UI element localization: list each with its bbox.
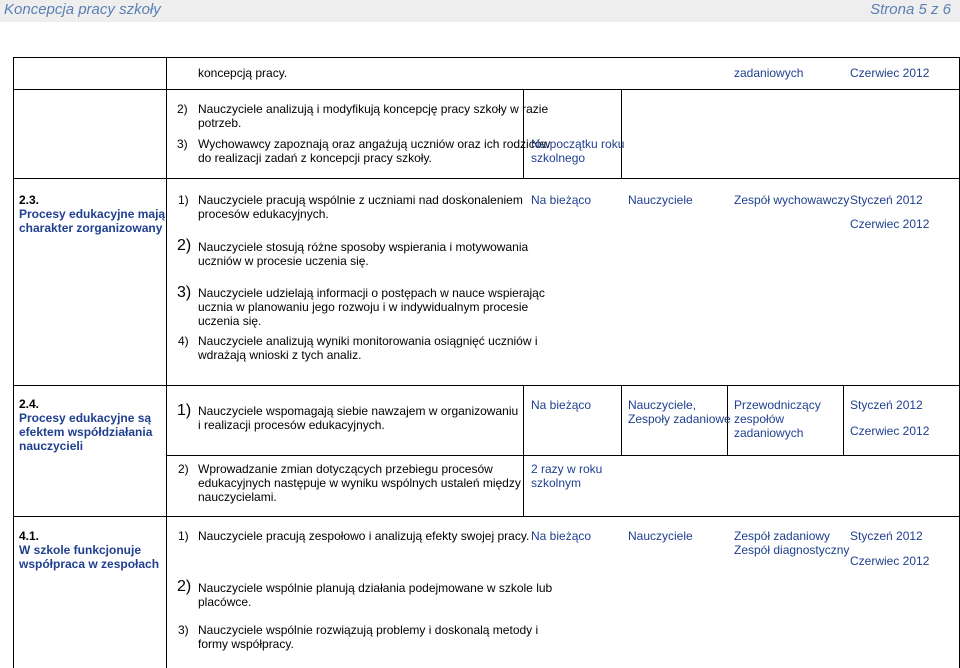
column-divider-3 [621,89,622,178]
row-id: 2.3. [19,193,40,207]
item-number: 3) [177,284,192,301]
activity-text: Wprowadzanie zmian dotyczących przebiegu procesów [198,462,493,476]
row-divider [13,178,959,179]
row-title: Procesy edukacyjne są [19,411,152,425]
table-border-top [13,57,959,58]
date-text: Czerwiec 2012 [850,554,930,568]
timing-text: szkolnym [531,476,582,490]
item-number: 2) [177,578,192,595]
sub-row-divider [166,455,959,456]
timing-text: Na bieżąco [531,529,592,543]
date-text: Styczeń 2012 [850,193,923,207]
item-number: 3) [178,623,189,637]
activity-text: placówce. [198,595,252,609]
row-id: 2.4. [19,397,40,411]
timing-text: 2 razy w roku [531,462,603,476]
item-number: 2) [177,102,188,116]
activity-text: formy współpracy. [198,637,294,651]
responsible-text: Zespół diagnostyczny [734,543,850,557]
item-number: 3) [177,137,188,151]
row0-responsible: zadaniowych [734,66,804,80]
timing-text: szkolnego [531,151,586,165]
row-divider [13,89,959,90]
activity-text: wdrażają wnioski z tych analiz. [198,348,362,362]
responsible-text: zespołów [734,412,785,426]
date-text: Styczeń 2012 [850,529,923,543]
activity-text: i realizacji procesów edukacyjnych. [198,418,385,432]
executors-text: Zespoły zadaniowe [628,412,731,426]
page-header [0,0,960,22]
row-title: współpraca w zespołach [19,557,160,571]
row-title: W szkole funkcjonuje [19,543,142,557]
activity-text: Nauczyciele analizują wyniki monitorowania osiągnięć uczniów i [198,334,538,348]
executors-text: Nauczyciele [628,529,693,543]
activity-text: Nauczyciele wspólnie planują działania podejmowane w szkole lub [198,581,553,595]
responsible-text: zadaniowych [734,426,804,440]
table-border-left [13,57,14,668]
column-divider-3 [621,385,622,455]
activity-text: ucznia w planowaniu jego rozwoju i w indywidualnym procesie [198,300,529,314]
item-number: 2) [177,237,192,254]
row0-activity: koncepcją pracy. [198,66,288,80]
executors-text: Nauczyciele, [628,398,697,412]
activity-text: Nauczyciele analizują i modyfikują koncepcję pracy szkoły w razie [198,102,549,116]
activity-text: Nauczyciele udzielają informacji o postępach w nauce wspierając [198,286,545,300]
column-divider-2 [523,385,524,516]
activity-text: procesów edukacyjnych. [198,207,329,221]
row-id: 4.1. [19,529,40,543]
timing-text: Na początku roku [531,137,625,151]
activity-text: Nauczyciele stosują różne sposoby wspierania i motywowania [198,240,529,254]
item-number: 2) [178,462,189,476]
activity-text: uczniów w procesie uczenia się. [198,254,369,268]
row-title: Procesy edukacyjne mają [19,207,166,221]
row-title: charakter zorganizowany [19,221,163,235]
row-divider [13,385,959,386]
item-number: 1) [178,529,189,543]
date-text: Styczeń 2012 [850,398,923,412]
date-text: Czerwiec 2012 [850,424,930,438]
activity-text: potrzeb. [198,116,242,130]
page-number: Strona 5 z 6 [870,1,951,18]
activity-text: Nauczyciele pracują wspólnie z uczniami nad doskonaleniem [198,193,523,207]
document-title: Koncepcja pracy szkoły [4,1,161,18]
column-divider-5 [843,385,844,455]
activity-text: edukacyjnych następuje w wyniku wspólnych ustaleń między [198,476,521,490]
responsible-text: Zespół zadaniowy [734,529,831,543]
row0-date: Czerwiec 2012 [850,66,930,80]
item-number: 4) [178,334,189,348]
activity-text: uczenia się. [198,314,262,328]
responsible-text: Przewodniczący [734,398,821,412]
activity-text: Nauczyciele pracują zespołowo i analizują efekty swojej pracy. [198,529,530,543]
column-divider-1 [166,57,167,668]
row-title: nauczycieli [19,439,84,453]
activity-text: Wychowawcy zapoznają oraz angażują uczniów oraz ich rodziców [198,137,551,151]
activity-text: Nauczyciele wspomagają siebie nawzajem w organizowaniu [198,404,519,418]
responsible-text: Zespół wychowawczy [734,193,850,207]
activity-text: Nauczyciele wspólnie rozwiązują problemy i doskonalą metody i [198,623,539,637]
executors-text: Nauczyciele [628,193,693,207]
item-number: 1) [177,402,192,419]
date-text: Czerwiec 2012 [850,217,930,231]
activity-text: nauczycielami. [198,490,277,504]
activity-text: do realizacji zadań z koncepcji pracy szkoły. [198,151,432,165]
timing-text: Na bieżąco [531,398,592,412]
item-number: 1) [178,193,189,207]
timing-text: Na bieżąco [531,193,592,207]
row-divider [13,516,959,517]
row-title: efektem współdziałania [19,425,153,439]
